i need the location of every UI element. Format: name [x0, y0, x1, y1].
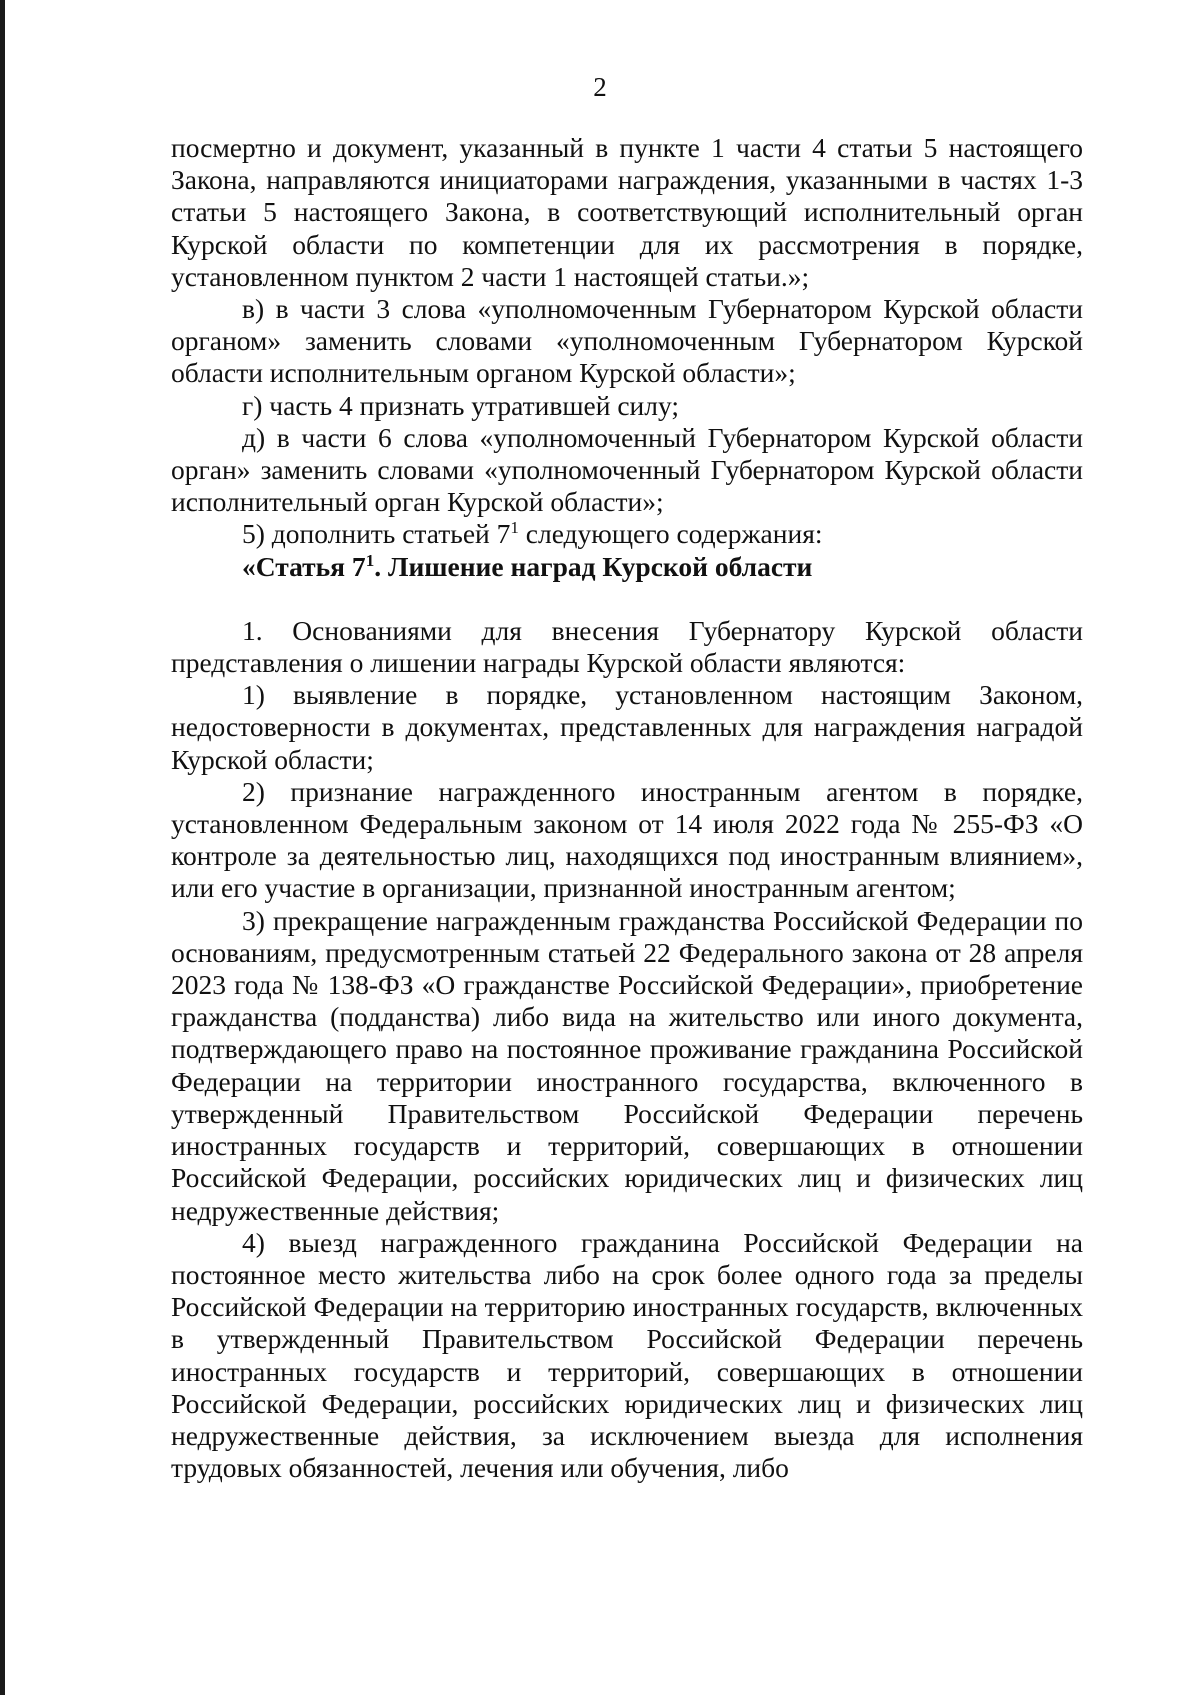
superscript: 1: [510, 518, 519, 538]
text-fragment: . Лишение наград Курской области: [374, 550, 813, 582]
text-fragment: «Статья 7: [242, 550, 366, 582]
paragraph-continuation: посмертно и документ, указанный в пункте 1 части 4 статьи 5 настоящего Закона, направляются инициаторами награждения, указанными в частях 1-3 статьи 5 настоящего Закона, в соответствующий исполнительный орган Курской области по компетенции для их рассмотрения в порядке, установленном пунктом 2 части 1 настоящей статьи.»;: [171, 132, 1083, 292]
text-fragment: 5) дополнить статьей 7: [242, 518, 511, 550]
text-fragment: следующего содержания:: [518, 518, 823, 550]
page-number: 2: [593, 72, 607, 102]
paragraph-item-v: в) в части 3 слова «уполномоченным Губернатором Курской области органом» заменить словами «уполномоченным Губернатором Курской области исполнительным органом Курской области»;: [171, 293, 1083, 389]
paragraph-subitem-2: 2) признание награжденного иностранным агентом в порядке, установленном Федеральным законом от 14 июля 2022 года № 255-ФЗ «О контроле за деятельностью лиц, находящихся под иностранным влиянием», или его участие в организации, признанной иностранным агентом;: [171, 775, 1083, 904]
paragraph-item-5: [171, 518, 1083, 550]
document-body: [171, 132, 1083, 1484]
article-heading: [171, 551, 1083, 583]
paragraph-item-d: д) в части 6 слова «уполномоченный Губернатором Курской области орган» заменить словами «уполномоченный Губернатором Курской области исполнительный орган Курской области»;: [171, 421, 1083, 518]
paragraph-item-g: г) часть 4 признать утратившей силу;: [242, 389, 680, 421]
superscript: 1: [365, 550, 375, 570]
paragraph-clause-1: 1. Основаниями для внесения Губернатору Курской области представления о лишении награды Курской области являются:: [171, 614, 1083, 679]
paragraph-subitem-3: 3) прекращение награжденным гражданства Российской Федерации по основаниям, предусмотренным статьей 22 Федерального закона от 28 апреля 2023 года № 138-ФЗ «О гражданстве Российской Федерации», приобретение гражданства (подданства) либо вида на жительство или иного документа, подтверждающего право на постоянное проживание гражданина Российской Федерации на территории иностранного государства, включенного в утвержденный Правительством Российской Федерации перечень иностранных государств и территорий, совершающих в отношении Российской Федерации, российских юридических лиц и физических лиц недружественные действия;: [171, 904, 1083, 1226]
paragraph-subitem-4: 4) выезд награжденного гражданина Российской Федерации на постоянное место жительства либо на срок более одного года за пределы Российской Федерации на территорию иностранных государств, включенных в утвержденный Правительством Российской Федерации перечень иностранных государств и территорий, совершающих в отношении Российской Федерации, российских юридических лиц и физических лиц недружественные действия, за исключением выезда для исполнения трудовых обязанностей, лечения или обучения, либо: [171, 1226, 1083, 1484]
scan-edge: [0, 0, 5, 1695]
paragraph-subitem-1: 1) выявление в порядке, установленном настоящим Законом, недостоверности в документах, представленных для награждения наградой Курской области;: [171, 679, 1083, 775]
